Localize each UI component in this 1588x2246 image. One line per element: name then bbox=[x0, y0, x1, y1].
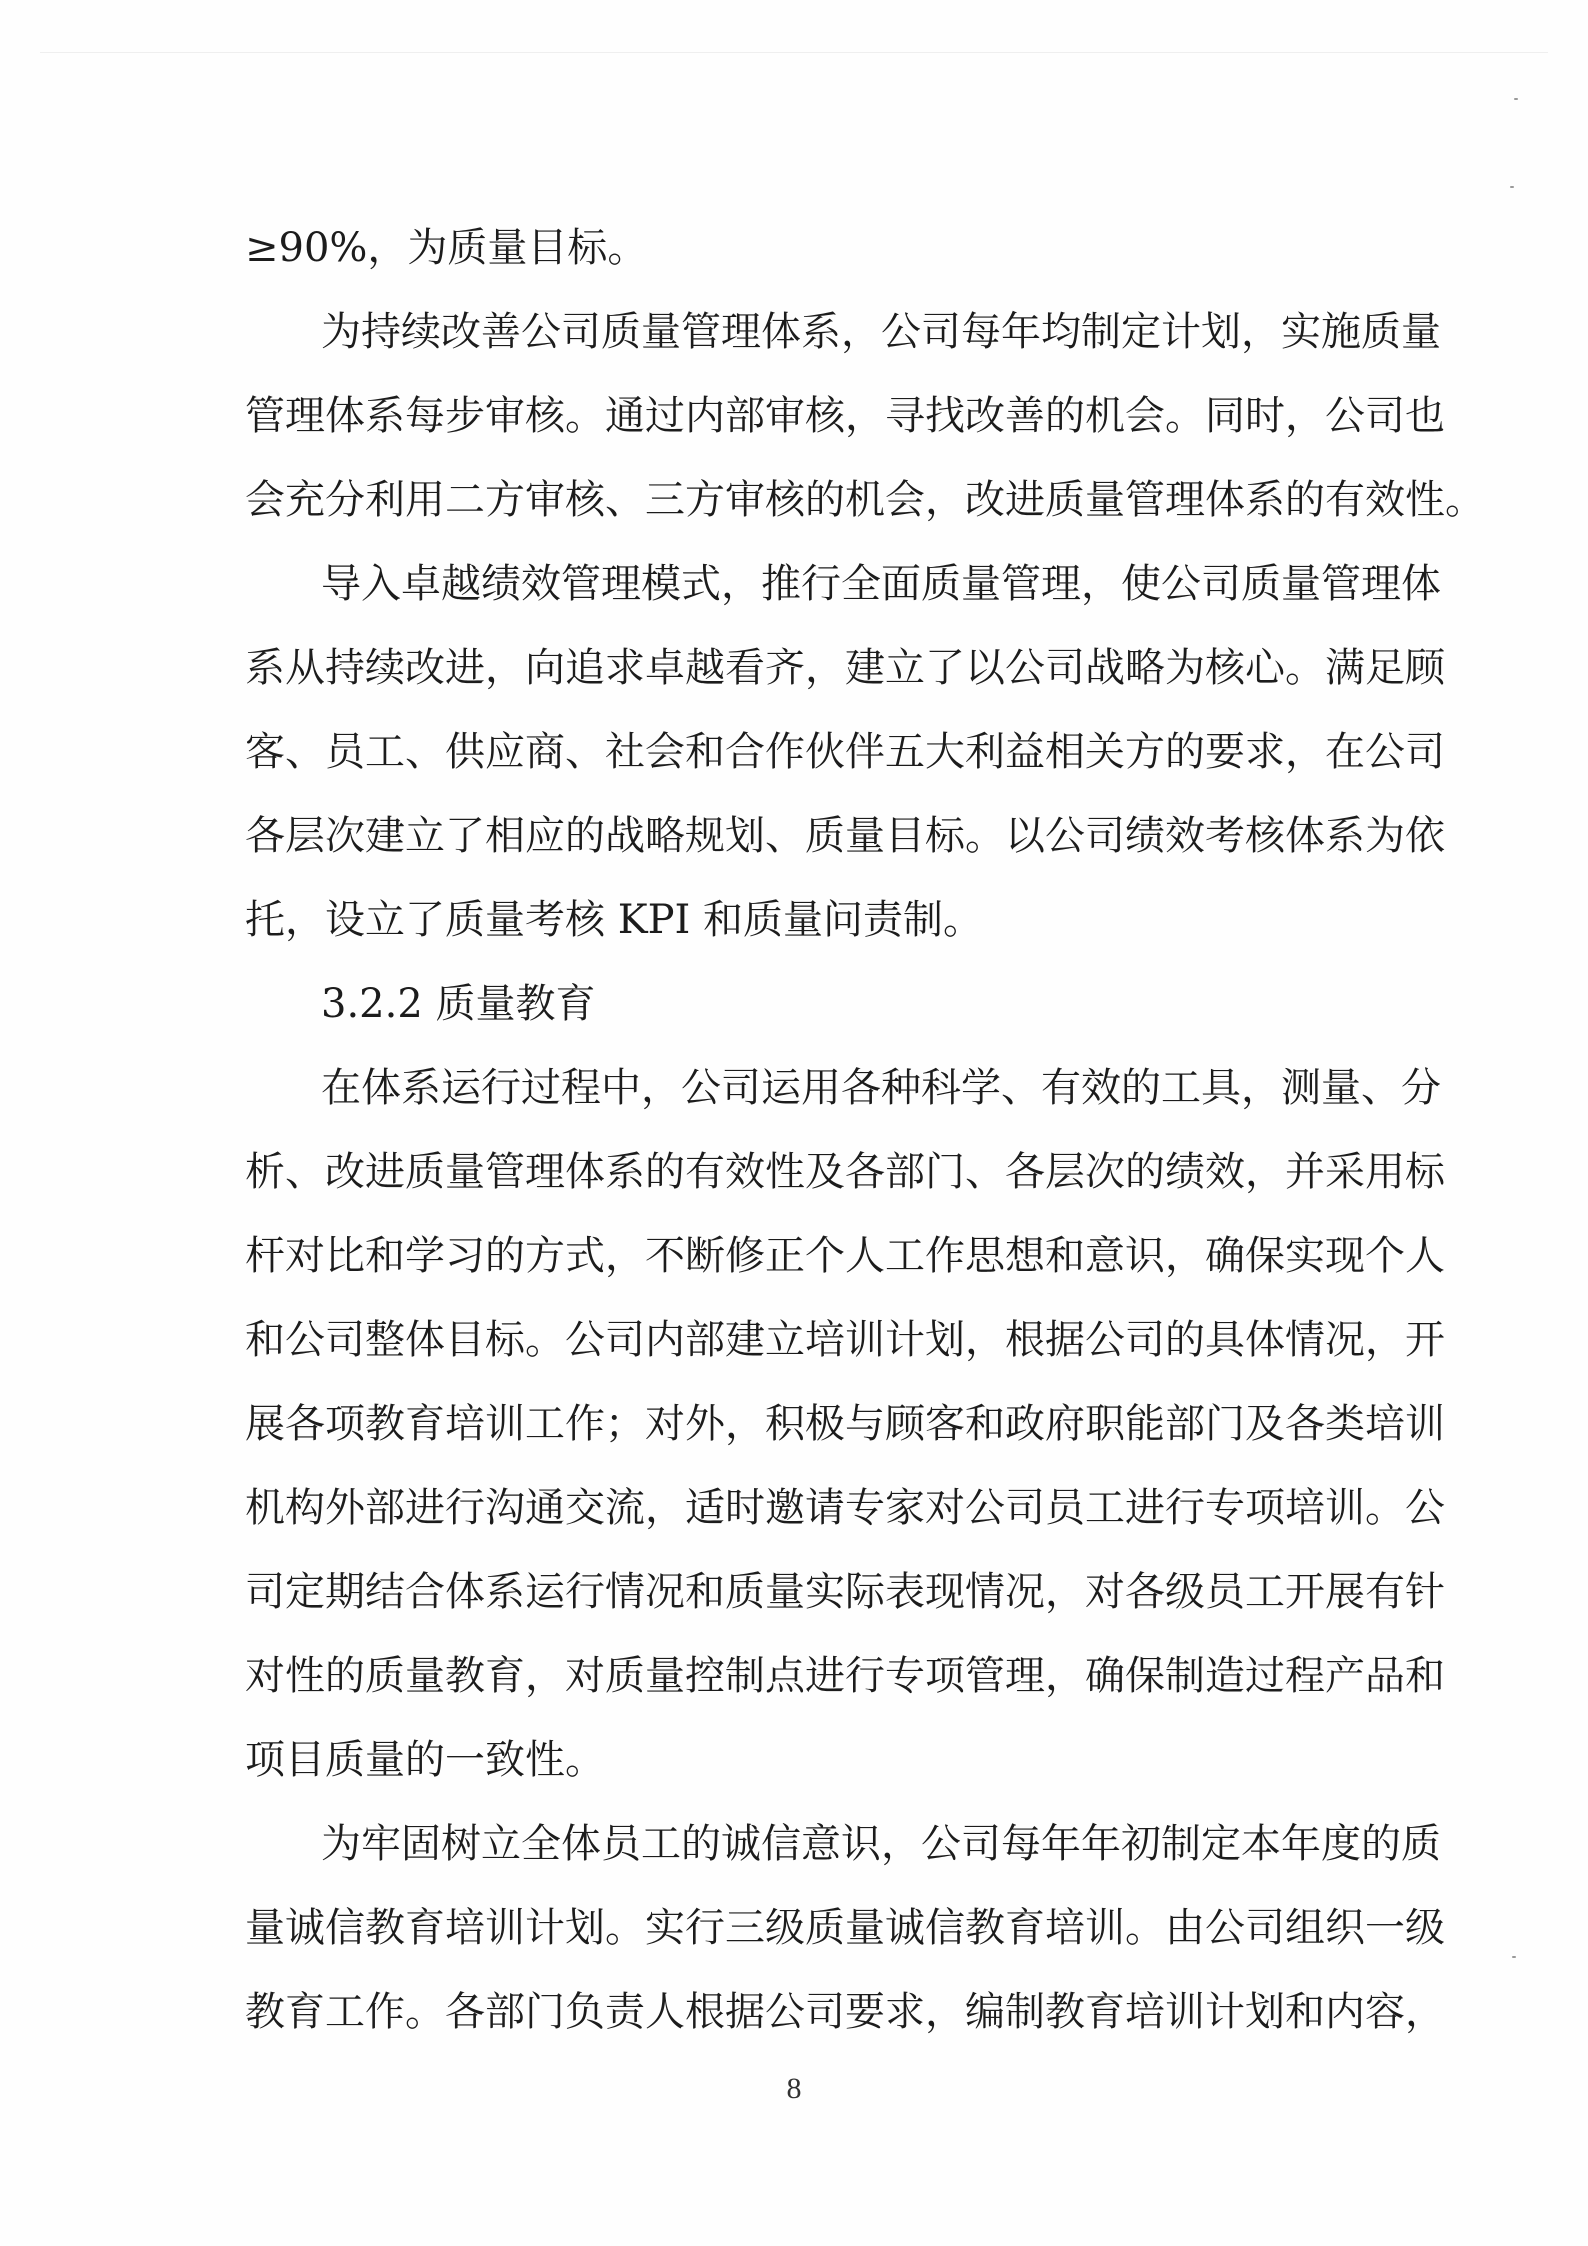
paragraph-first-line: 导入卓越绩效管理模式，推行全面质量管理，使公司质量管理体 bbox=[321, 561, 1441, 607]
text-line: 会充分利用二方审核、三方审核的机会，改进质量管理体系的有效性。 bbox=[245, 477, 1485, 523]
text-line: 量诚信教育培训计划。实行三级质量诚信教育培训。由公司组织一级 bbox=[245, 1905, 1445, 1951]
text-line: 对性的质量教育，对质量控制点进行专项管理，确保制造过程产品和 bbox=[245, 1653, 1445, 1699]
text-line: 析、改进质量管理体系的有效性及各部门、各层次的绩效，并采用标 bbox=[245, 1149, 1445, 1195]
paragraph-first-line: 在体系运行过程中，公司运用各种科学、有效的工具，测量、分 bbox=[321, 1065, 1441, 1111]
text-line: 托，设立了质量考核 KPI 和质量问责制。 bbox=[245, 897, 984, 943]
scan-speck bbox=[1514, 98, 1518, 100]
scan-speck bbox=[1510, 186, 1514, 188]
paragraph-first-line: 为持续改善公司质量管理体系，公司每年均制定计划，实施质量 bbox=[321, 309, 1441, 355]
text-line: ≥90%，为质量目标。 bbox=[245, 225, 648, 271]
text-line: 各层次建立了相应的战略规划、质量目标。以公司绩效考核体系为依 bbox=[245, 813, 1445, 859]
text-line: 和公司整体目标。公司内部建立培训计划，根据公司的具体情况，开 bbox=[245, 1317, 1445, 1363]
text-line: 系从持续改进，向追求卓越看齐，建立了以公司战略为核心。满足顾 bbox=[245, 645, 1445, 691]
text-line: 教育工作。各部门负责人根据公司要求，编制教育培训计划和内容， bbox=[245, 1989, 1445, 2035]
text-line: 机构外部进行沟通交流，适时邀请专家对公司员工进行专项培训。公 bbox=[245, 1485, 1445, 1531]
text-line: 司定期结合体系运行情况和质量实际表现情况，对各级员工开展有针 bbox=[245, 1569, 1445, 1615]
text-line: 杆对比和学习的方式，不断修正个人工作思想和意识，确保实现个人 bbox=[245, 1233, 1445, 1279]
body-text bbox=[245, 206, 1485, 2054]
text-line: 展各项教育培训工作；对外，积极与顾客和政府职能部门及各类培训 bbox=[245, 1401, 1445, 1447]
scan-speck bbox=[1512, 1956, 1516, 1958]
text-line: 项目质量的一致性。 bbox=[245, 1737, 605, 1783]
scan-edge-line bbox=[40, 52, 1548, 53]
page-number: 8 bbox=[786, 2072, 802, 2105]
section-heading: 3.2.2 质量教育 bbox=[321, 981, 596, 1027]
paragraph-first-line: 为牢固树立全体员工的诚信意识，公司每年年初制定本年度的质 bbox=[321, 1821, 1441, 1867]
text-line: 管理体系每步审核。通过内部审核，寻找改善的机会。同时，公司也 bbox=[245, 393, 1445, 439]
text-line: 客、员工、供应商、社会和合作伙伴五大利益相关方的要求，在公司 bbox=[245, 729, 1445, 775]
